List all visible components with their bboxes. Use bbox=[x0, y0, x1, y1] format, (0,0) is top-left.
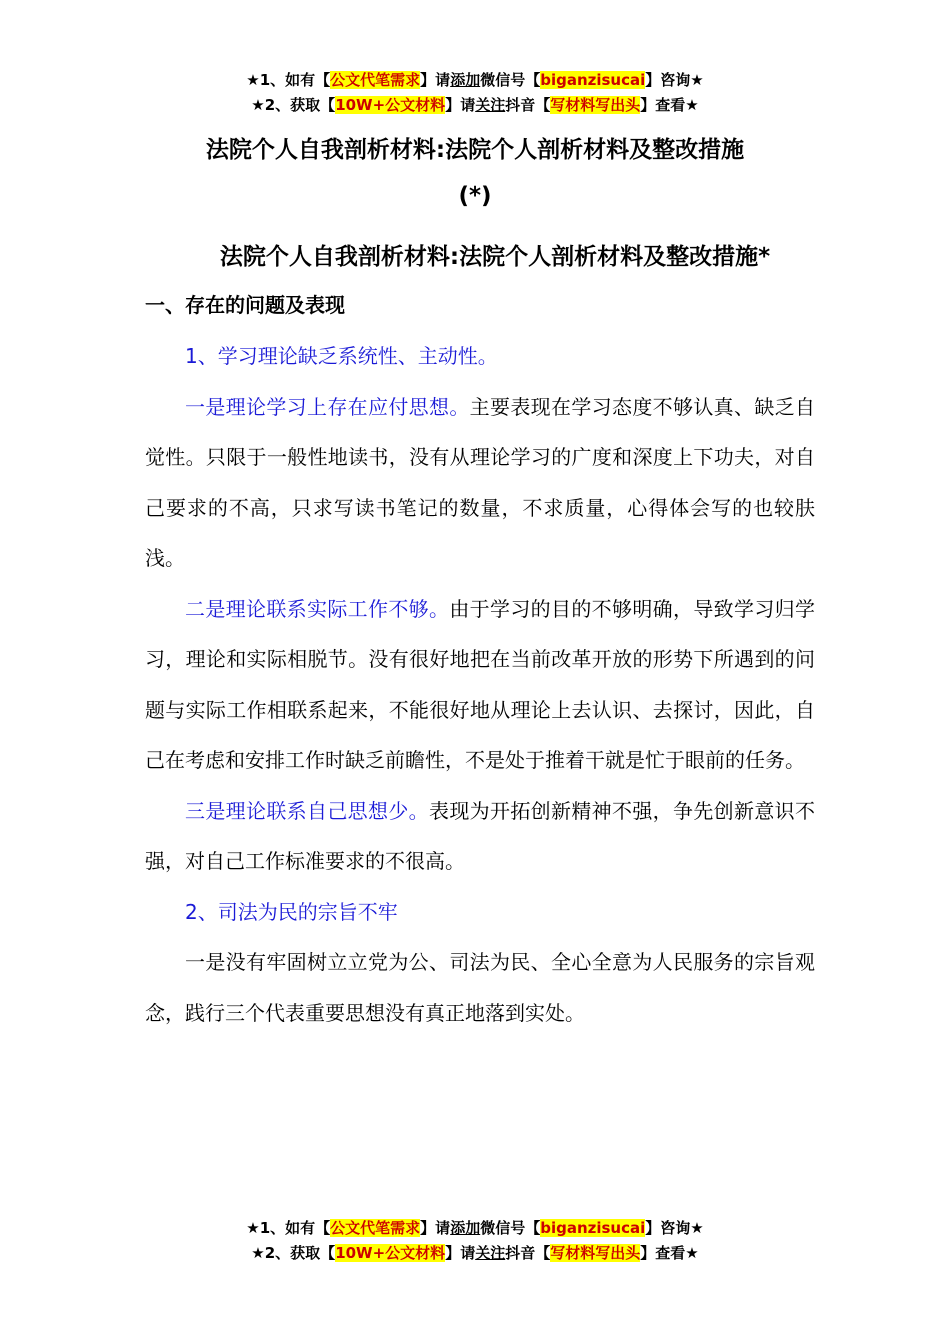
page-title: 法院个人自我剖析材料:法院个人剖析材料及整改措施 bbox=[205, 137, 745, 163]
highlight-wechat-id: biganzisucai bbox=[540, 71, 646, 89]
highlight-ghostwriting: 公文代笔需求 bbox=[330, 71, 421, 89]
banner-line-2: ★2、获取【10W+公文材料】请关注抖音【写材料写出头】查看★ bbox=[251, 96, 699, 114]
highlight-materials: 10W+公文材料 bbox=[335, 96, 446, 114]
item-heading-2: 2、司法为民的宗旨不牢 bbox=[185, 899, 398, 924]
banner-line-2: ★2、获取【10W+公文材料】请关注抖音【写材料写出头】查看★ bbox=[251, 1244, 699, 1262]
paragraph-4: 一是没有牢固树立立党为公、司法为民、全心全意为人民服务的宗旨观念，践行三个代表重要思想没有真正地落到实处。 bbox=[145, 950, 815, 1025]
item-heading-1: 1、学习理论缺乏系统性、主动性。 bbox=[185, 344, 498, 368]
footer-banner bbox=[0, 1216, 950, 1266]
highlight-douyin: 写材料写出头 bbox=[550, 1244, 641, 1262]
highlight-materials: 10W+公文材料 bbox=[335, 1244, 446, 1262]
page-subtitle: 法院个人自我剖析材料:法院个人剖析材料及整改措施* bbox=[219, 244, 771, 270]
highlight-ghostwriting: 公文代笔需求 bbox=[330, 1219, 421, 1237]
paragraph-1: 一是理论学习上存在应付思想。主要表现在学习态度不够认真、缺乏自觉性。只限于一般性地读书，没有从理论学习的广度和深度上下功夫，对自己要求的不高，只求写读书笔记的数量，不求质量，心得体会写的也较肤浅。 bbox=[145, 394, 816, 570]
banner-line-1: ★1、如有【公文代笔需求】请添加微信号【biganzisucai】咨询★ bbox=[246, 71, 704, 89]
paragraph-2: 二是理论联系实际工作不够。由于学习的目的不够明确，导致学习归学习，理论和实际相脱节。没有很好地把在当前改革开放的形势下所遇到的问题与实际工作相联系起来，不能很好地从理论上去认识、去探讨，因此，自己在考虑和安排工作时缺乏前瞻性，不是处于推着干就是忙于眼前的任务。 bbox=[145, 596, 816, 772]
header-banner bbox=[0, 68, 950, 118]
page-title-suffix: (*) bbox=[458, 183, 492, 209]
section-heading: 一、存在的问题及表现 bbox=[145, 293, 345, 317]
highlight-wechat-id: biganzisucai bbox=[540, 1219, 646, 1237]
paragraph-3: 三是理论联系自己思想少。表现为开拓创新精神不强，争先创新意识不强，对自己工作标准要求的不很高。 bbox=[145, 798, 815, 873]
document-body bbox=[145, 331, 815, 1038]
banner-line-1: ★1、如有【公文代笔需求】请添加微信号【biganzisucai】咨询★ bbox=[246, 1219, 704, 1237]
highlight-douyin: 写材料写出头 bbox=[550, 96, 641, 114]
